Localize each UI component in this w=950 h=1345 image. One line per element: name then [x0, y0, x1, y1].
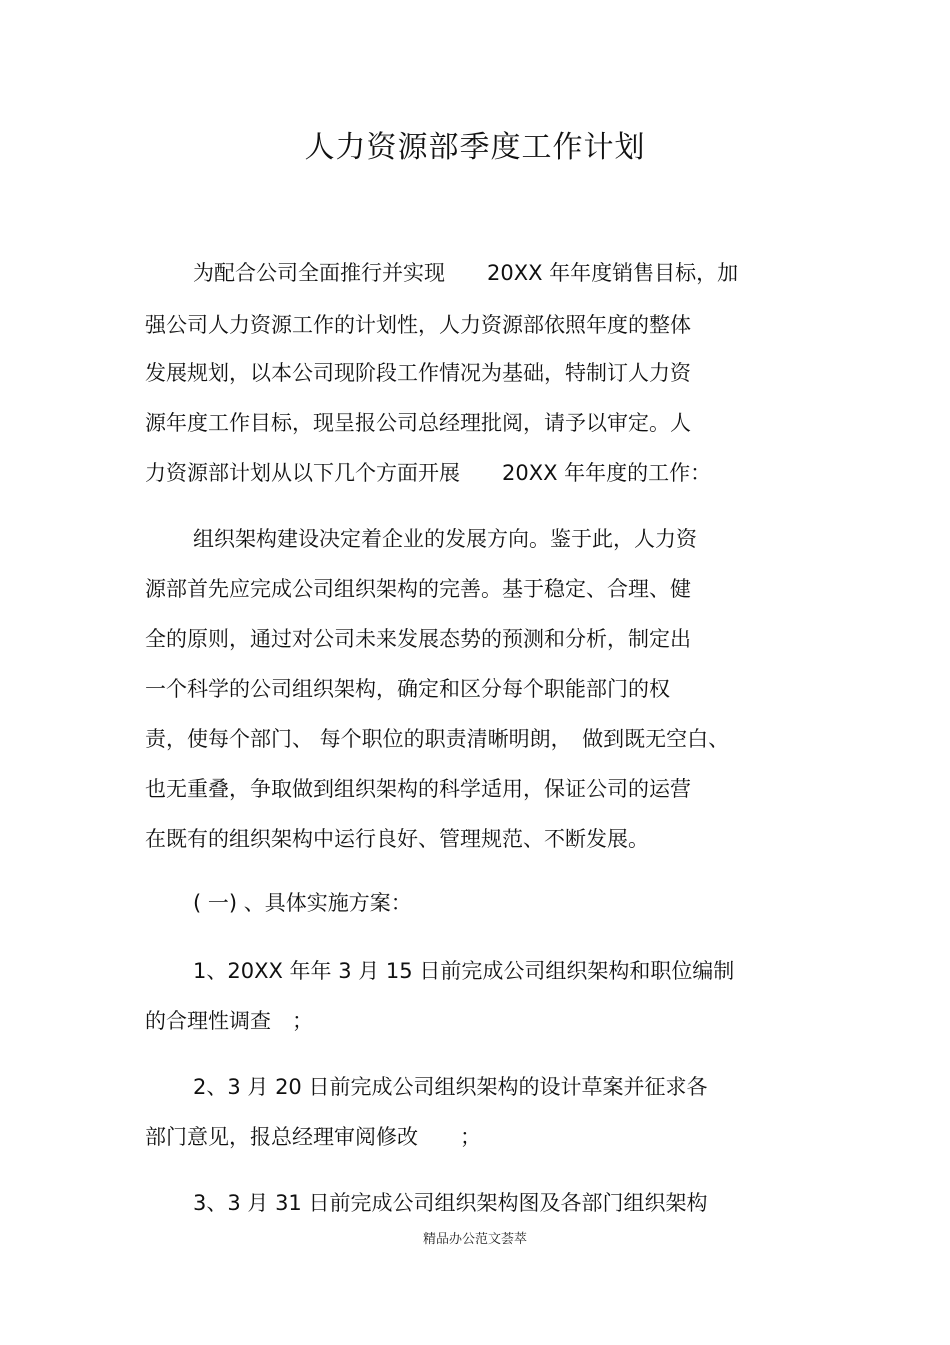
- paragraph-2-line-5: 责，使每个部门、 每个职位的职责清晰明朗， 做到既无空白、: [145, 727, 730, 751]
- section-heading: ( 一) 、具体实施方案：: [193, 891, 412, 915]
- item-2-line-2: 部门意见，报总经理审阅修改 ；: [145, 1125, 481, 1149]
- page-title: 人力资源部季度工作计划: [304, 130, 646, 165]
- paragraph-1-line-5: 力资源部计划从以下几个方面开展 20XX 年年度的工作：: [145, 461, 712, 485]
- paragraph-1-line-2: 强公司人力资源工作的计划性，人力资源部依照年度的整体: [145, 313, 691, 337]
- paragraph-2-line-6: 也无重叠，争取做到组织架构的科学适用，保证公司的运营: [145, 777, 691, 801]
- paragraph-1-line-1: 为配合公司全面推行并实现 20XX 年年度销售目标，加: [193, 261, 739, 285]
- paragraph-2-line-3: 全的原则，通过对公司未来发展态势的预测和分析，制定出: [145, 627, 691, 651]
- item-3-line-1: 3、3 月 31 日前完成公司组织架构图及各部门组织架构: [193, 1191, 708, 1215]
- item-1-line-2: 的合理性调查 ；: [145, 1009, 313, 1033]
- paragraph-2-line-4: 一个科学的公司组织架构，确定和区分每个职能部门的权: [145, 677, 670, 701]
- item-1-line-1: 1、20XX 年年 3 月 15 日前完成公司组织架构和职位编制: [193, 959, 735, 983]
- page-footer: 精品办公范文荟萃: [422, 1232, 527, 1247]
- paragraph-2-line-1: 组织架构建设决定着企业的发展方向。鉴于此，人力资: [193, 527, 697, 551]
- paragraph-2-line-7: 在既有的组织架构中运行良好、管理规范、不断发展。: [145, 827, 649, 851]
- paragraph-2-line-2: 源部首先应完成公司组织架构的完善。基于稳定、合理、健: [145, 577, 691, 601]
- paragraph-1-line-4: 源年度工作目标，现呈报公司总经理批阅，请予以审定。人: [145, 411, 691, 435]
- paragraph-1-line-3: 发展规划，以本公司现阶段工作情况为基础，特制订人力资: [145, 361, 691, 385]
- item-2-line-1: 2、3 月 20 日前完成公司组织架构的设计草案并征求各: [193, 1075, 708, 1099]
